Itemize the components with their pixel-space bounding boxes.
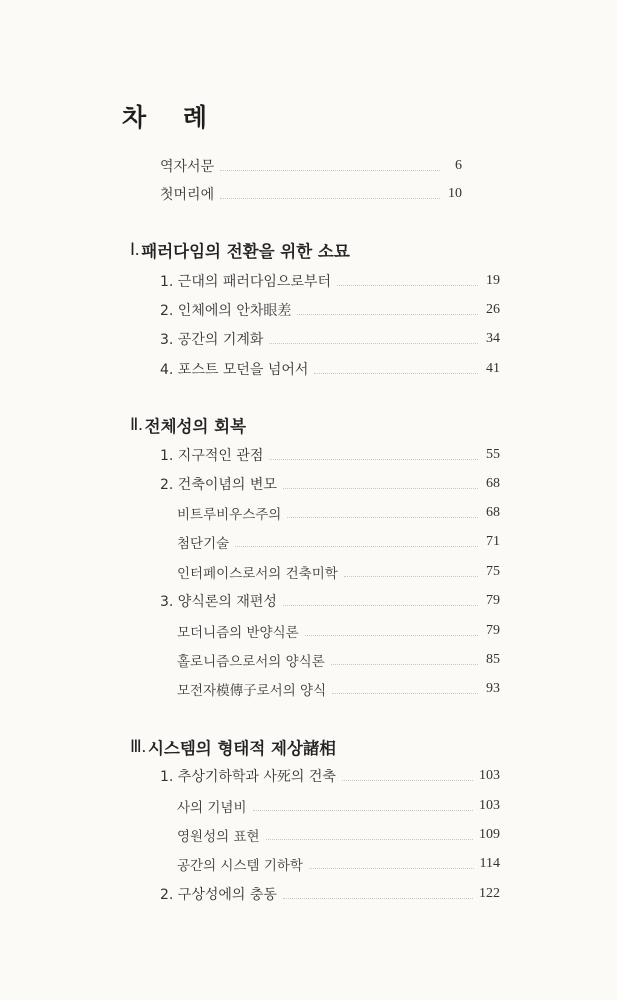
toc-entry-label: 3. 양식론의 재편성 — [160, 594, 277, 610]
toc-subentry[interactable] — [177, 620, 500, 642]
toc-subentry[interactable] — [177, 649, 500, 671]
toc-page-number: 103 — [479, 798, 500, 813]
toc-page-number: 75 — [486, 564, 500, 579]
toc-entry[interactable] — [160, 473, 500, 495]
toc-page-number: 10 — [448, 186, 462, 201]
toc-entry[interactable] — [160, 883, 500, 905]
toc-page-number: 122 — [479, 886, 500, 901]
toc-page-number: 71 — [486, 534, 500, 549]
toc-entry[interactable] — [160, 328, 500, 350]
toc-entry-label: 홀로니즘으로서의 양식론 — [177, 654, 325, 670]
toc-page-number: 26 — [486, 302, 500, 317]
dot-leader — [283, 898, 473, 899]
toc-entry[interactable] — [160, 765, 500, 787]
toc-entry-label: 첨단기술 — [177, 536, 230, 552]
dot-leader — [266, 839, 473, 840]
toc-entry[interactable] — [160, 299, 500, 321]
toc-page-number: 19 — [486, 273, 500, 288]
toc-entry-preface[interactable] — [160, 155, 462, 177]
toc-entry-label: 3. 공간의 기계화 — [160, 332, 264, 348]
toc-title: 차 례 — [122, 103, 222, 132]
dot-leader — [342, 780, 473, 781]
dot-leader — [235, 546, 478, 547]
dot-leader — [332, 693, 478, 694]
dot-leader — [305, 635, 478, 636]
toc-entry-label: 모전자模傳子로서의 양식 — [177, 683, 327, 699]
toc-subentry[interactable] — [177, 795, 500, 817]
dot-leader — [269, 459, 478, 460]
dot-leader — [297, 314, 478, 315]
toc-entry-label: 사의 기념비 — [177, 800, 247, 816]
toc-entry[interactable] — [160, 270, 500, 292]
toc-entry-label: 2. 인체에의 안차眼差 — [160, 303, 292, 319]
toc-entry-label: 1. 근대의 패러다임으로부터 — [160, 274, 332, 290]
toc-entry-label: 영원성의 표현 — [177, 829, 260, 845]
dot-leader — [220, 198, 440, 199]
toc-page-number: 41 — [486, 361, 500, 376]
part-title: 시스템의 형태적 제상諸相 — [147, 739, 336, 758]
dot-leader — [309, 868, 474, 869]
toc-page-number: 103 — [479, 768, 500, 783]
toc-page-number: 34 — [486, 331, 500, 346]
toc-page-number: 93 — [486, 681, 500, 696]
part-numeral: Ⅱ. — [130, 415, 143, 434]
dot-leader — [337, 285, 478, 286]
toc-entry-label: 역자서문 — [160, 159, 215, 175]
dot-leader — [344, 576, 478, 577]
toc-entry-label: 비트루비우스주의 — [177, 507, 282, 523]
toc-entry[interactable] — [160, 444, 500, 466]
dot-leader — [220, 170, 440, 171]
dot-leader — [283, 605, 478, 606]
toc-entry-label: 2. 건축이념의 변모 — [160, 477, 277, 493]
dot-leader — [283, 488, 478, 489]
toc-entry-label: 1. 추상기하학과 사死의 건축 — [160, 769, 336, 785]
part-heading-2[interactable] — [130, 413, 246, 437]
toc-entry-label: 4. 포스트 모던을 넘어서 — [160, 362, 309, 378]
toc-page-number: 85 — [486, 652, 500, 667]
part-heading-3[interactable] — [130, 735, 336, 759]
dot-leader — [253, 810, 474, 811]
toc-page-number: 79 — [486, 593, 500, 608]
toc-subentry[interactable] — [177, 678, 500, 700]
toc-page-number: 79 — [486, 623, 500, 638]
toc-subentry[interactable] — [177, 853, 500, 875]
toc-entry-label: 모더니즘의 반양식론 — [177, 625, 299, 641]
part-title: 패러다임의 전환을 위한 소묘 — [141, 242, 350, 261]
part-numeral: Ⅰ. — [130, 240, 140, 259]
toc-entry[interactable] — [160, 358, 500, 380]
toc-page-number: 6 — [455, 158, 462, 173]
dot-leader — [287, 517, 478, 518]
part-numeral: Ⅲ. — [130, 737, 146, 756]
toc-page-number: 114 — [479, 856, 500, 871]
toc-page-number: 68 — [486, 505, 500, 520]
toc-entry-label: 첫머리에 — [160, 187, 215, 203]
toc-page-number: 55 — [486, 447, 500, 462]
toc-entry-label: 1. 지구적인 관점 — [160, 448, 264, 464]
part-title: 전체성의 회복 — [144, 417, 247, 436]
toc-subentry[interactable] — [177, 561, 500, 583]
toc-entry[interactable] — [160, 590, 500, 612]
dot-leader — [314, 373, 478, 374]
toc-page-number: 68 — [486, 476, 500, 491]
toc-subentry[interactable] — [177, 824, 500, 846]
dot-leader — [269, 343, 478, 344]
dot-leader — [331, 664, 478, 665]
toc-entry-label: 인터페이스로서의 건축미학 — [177, 566, 338, 582]
toc-entry-label: 공간의 시스템 기하학 — [177, 858, 303, 874]
part-heading-1[interactable] — [130, 238, 350, 262]
toc-page-number: 109 — [479, 827, 500, 842]
toc-entry-introduction[interactable] — [160, 183, 462, 205]
toc-subentry[interactable] — [177, 502, 500, 524]
toc-subentry[interactable] — [177, 531, 500, 553]
toc-entry-label: 2. 구상성에의 충동 — [160, 887, 277, 903]
